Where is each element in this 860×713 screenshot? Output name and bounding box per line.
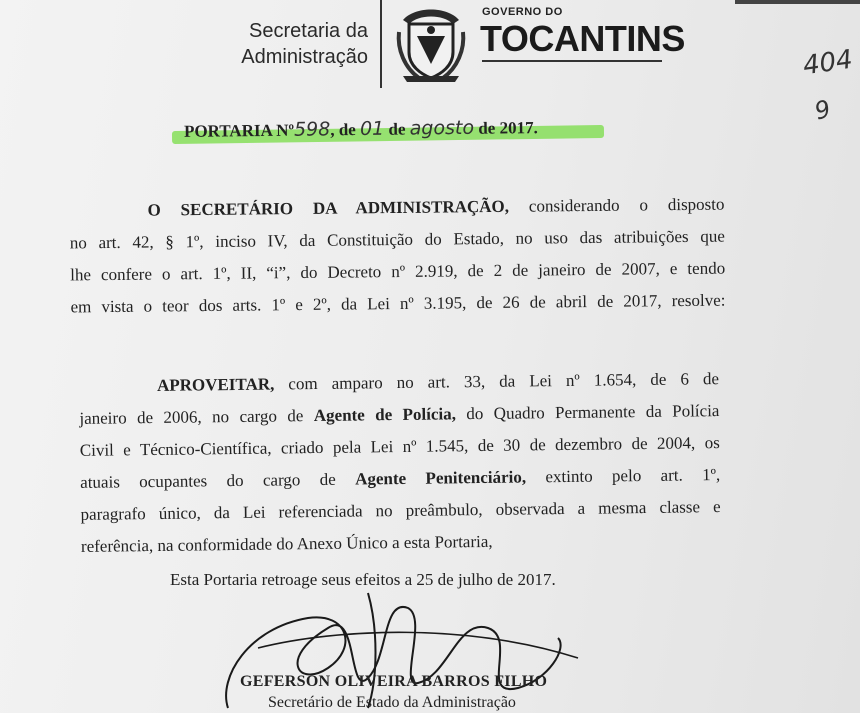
position-agente-penitenciario: Agente Penitenciário, — [355, 467, 527, 489]
preamble-paragraph — [69, 189, 725, 324]
retroactive-clause: Esta Portaria retroage seus efeitos a 25 de julho de 2017. — [170, 570, 556, 589]
state-name: TOCANTINS — [480, 18, 685, 59]
preamble-line-2: no art. 42, § 1º, inciso IV, da Constituição do Estado, no uso das atribuições que — [69, 226, 725, 253]
government-label: GOVERNO DO — [482, 6, 563, 18]
department-line-2: Administração — [241, 46, 368, 68]
resolution-line-4: atuais ocupantes do cargo de Agente Penitenciário, extinto pelo art. 1º, — [80, 465, 721, 492]
position-agente-policia: Agente de Polícia, — [313, 404, 457, 426]
title-day: 01 — [359, 117, 385, 141]
department-line-1: Secretaria da — [249, 20, 368, 42]
title-sep-1: , de — [330, 120, 356, 140]
title-number: 598 — [293, 118, 331, 141]
state-name-underline — [482, 60, 662, 62]
handwritten-mark: 9 — [811, 94, 834, 126]
top-edge-bar — [735, 0, 860, 4]
resolution-line-1: APROVEITAR, com amparo no art. 33, da Lei nº 1.654, de 6 de — [156, 369, 720, 395]
ordinance-title — [184, 116, 538, 142]
resolution-line-3: Civil e Técnico-Científica, criado pela Lei nº 1.545, de 30 de dezembro de 2004, os — [79, 433, 720, 460]
title-prefix: PORTARIA Nº — [183, 120, 295, 141]
preamble-lead: O SECRETÁRIO DA ADMINISTRAÇÃO, — [147, 196, 510, 220]
resolution-line-2: janeiro de 2006, no cargo de Agente de Polícia, do Quadro Permanente da Polícia — [79, 401, 720, 428]
preamble-line-1: O SECRETÁRIO DA ADMINISTRAÇÃO, considerando o disposto — [147, 194, 725, 220]
title-sep-2: de — [388, 119, 406, 139]
title-month: agosto — [409, 116, 475, 140]
handwritten-page-number: 404 — [801, 44, 855, 82]
resolution-line-5: paragrafo único, da Lei referenciada no preâmbulo, observada a mesma classe e — [80, 497, 721, 524]
resolution-paragraph — [79, 363, 721, 563]
signatory-role: Secretário de Estado da Administração — [268, 694, 516, 711]
resolution-lead: APROVEITAR, — [156, 374, 275, 395]
preamble-line-3: lhe confere o art. 1º, II, “i”, do Decreto nº 2.919, de 2 de janeiro de 2007, e tendo — [70, 258, 726, 285]
header-divider — [380, 0, 382, 88]
resolution-line-6: referência, na conformidade do Anexo Único a esta Portaria, — [80, 531, 493, 556]
state-coat-of-arms-icon — [395, 2, 467, 84]
department-name — [241, 18, 368, 70]
preamble-line-4: em vista o teor dos arts. 1º e 2º, da Lei nº 3.195, de 26 de abril de 2017, resolve: — [70, 290, 726, 317]
title-suffix: de 2017. — [478, 118, 538, 138]
signatory-name: GEFERSON OLIVEIRA BARROS FILHO — [240, 673, 548, 690]
